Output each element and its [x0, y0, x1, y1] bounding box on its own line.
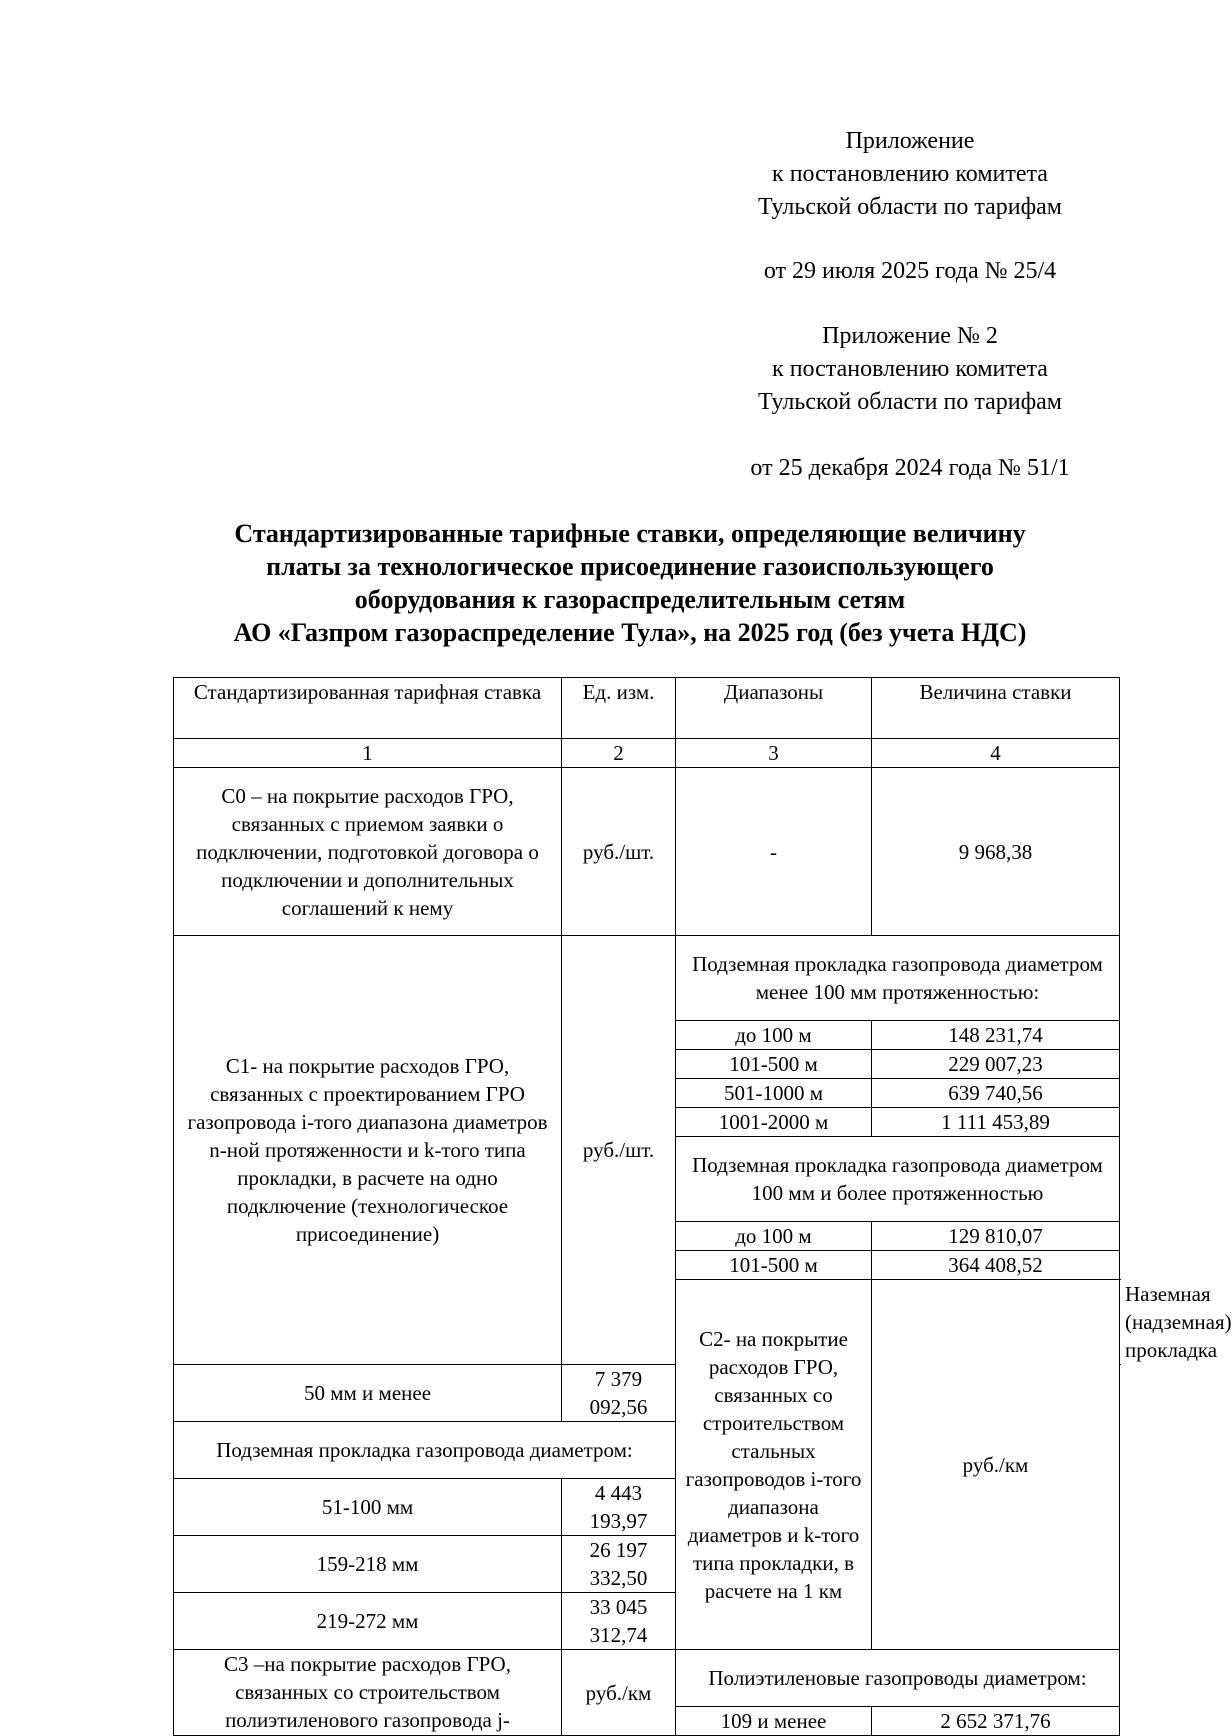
range-group-heading: Подземная прокладка газопровода диаметром 100 мм и более протяженностью	[676, 1137, 1120, 1222]
rate-value: 129 810,07	[872, 1222, 1120, 1251]
column-number: 2	[562, 739, 676, 768]
rate-value: 364 408,52	[872, 1251, 1120, 1280]
rate-range: 51-100 мм	[174, 1479, 562, 1536]
rate-unit: руб./шт.	[562, 936, 676, 1365]
rate-name-c3: С3 –на покрытие расходов ГРО, связанных со строительством полиэтиленового газопровода j-	[174, 1650, 562, 1736]
rate-value: 148 231,74	[872, 1021, 1120, 1050]
rate-range: 1001-2000 м	[676, 1108, 872, 1137]
column-number: 1	[174, 739, 562, 768]
table-row	[174, 768, 1120, 936]
rate-range: 50 мм и менее	[174, 1365, 562, 1422]
table-row: С2- на покрытие расходов ГРО, связанных со строительством стальных газопроводов i-того диапазона диаметров и k-того типа прокладки, в расчете на 1 км руб./км Наземная (надземная) прокладка	[174, 1280, 1120, 1365]
column-header: Ед. изм.	[562, 678, 676, 739]
title-line: Стандартизированные тарифные ставки, определяющие величину	[234, 519, 1026, 548]
rate-range: 109 и менее	[676, 1707, 872, 1736]
column-header: Стандартизированная тарифная ставка	[174, 678, 562, 739]
title-line: платы за технологическое присоединение газоиспользующего	[266, 552, 994, 581]
rate-range: 159-218 мм	[174, 1536, 562, 1593]
range-group-heading: Подземная прокладка газопровода диаметром:	[174, 1422, 676, 1479]
table-row	[174, 936, 1120, 1021]
appendix-line: к постановлению комитета	[772, 161, 1048, 187]
column-number: 4	[872, 739, 1120, 768]
rate-value: 33 045 312,74	[562, 1593, 676, 1650]
appendix-line: к постановлению комитета	[772, 356, 1048, 382]
rate-value: 7 379 092,56	[562, 1365, 676, 1422]
table-header-row	[174, 678, 1120, 739]
title-line: АО «Газпром газораспределение Тула», на 2025 год (без учета НДС)	[233, 618, 1027, 647]
appendix-2-date: от 25 декабря 2024 года № 51/1	[750, 455, 1070, 481]
rate-value: 2 652 371,76	[872, 1707, 1120, 1736]
column-number: 3	[676, 739, 872, 768]
column-number-row	[174, 739, 1120, 768]
rate-value: 9 968,38	[872, 768, 1120, 936]
appendix-label: Приложение	[845, 128, 975, 154]
rate-value: 1 111 453,89	[872, 1108, 1120, 1137]
rate-value: 4 443 193,97	[562, 1479, 676, 1536]
appendix-2-header	[700, 320, 1120, 419]
table-row	[174, 1650, 1120, 1707]
appendix-line: Тульской области по тарифам	[757, 194, 1062, 220]
range-group-heading: Подземная прокладка газопровода диаметром менее 100 мм протяженностью:	[676, 936, 1120, 1021]
rate-name-c0: С0 – на покрытие расходов ГРО, связанных с приемом заявки о подключении, подготовкой договора о подключении и дополнительных соглашений к нему	[174, 768, 562, 936]
title-line: оборудования к газораспределительным сетям	[354, 585, 906, 614]
rate-unit: руб./шт.	[562, 768, 676, 936]
rate-unit: руб./км	[872, 1280, 1120, 1650]
rate-value: 639 740,56	[872, 1079, 1120, 1108]
column-header: Величина ставки	[872, 678, 1120, 739]
rate-range: 501-1000 м	[676, 1079, 872, 1108]
appendix-label: Приложение № 2	[822, 323, 998, 349]
appendix-date: от 29 июля 2025 года № 25/4	[763, 258, 1057, 284]
range-group-heading: Полиэтиленовые газопроводы диаметром:	[676, 1650, 1120, 1707]
rate-range: до 100 м	[676, 1222, 872, 1251]
document-title	[160, 517, 1100, 649]
rate-range: 101-500 м	[676, 1251, 872, 1280]
rate-value: 229 007,23	[872, 1050, 1120, 1079]
rate-unit: руб./км	[562, 1650, 676, 1736]
rate-value: 26 197 332,50	[562, 1536, 676, 1593]
tariff-table	[173, 677, 1232, 1736]
appendix-header	[700, 125, 1120, 224]
column-header: Диапазоны	[676, 678, 872, 739]
appendix-line: Тульской области по тарифам	[757, 389, 1062, 415]
rate-range: 101-500 м	[676, 1050, 872, 1079]
rate-range: -	[676, 768, 872, 936]
rate-range: до 100 м	[676, 1021, 872, 1050]
rate-name-c2: С2- на покрытие расходов ГРО, связанных со строительством стальных газопроводов i-того диапазона диаметров и k-того типа прокладки, в расчете на 1 км	[676, 1280, 872, 1650]
rate-range: 219-272 мм	[174, 1593, 562, 1650]
rate-name-c1: С1- на покрытие расходов ГРО, связанных с проектированием ГРО газопровода i-того диапазона диаметров n-ной протяженности и k-того типа прокладки, в расчете на одно подключение (технологическое присоединение)	[174, 936, 562, 1365]
